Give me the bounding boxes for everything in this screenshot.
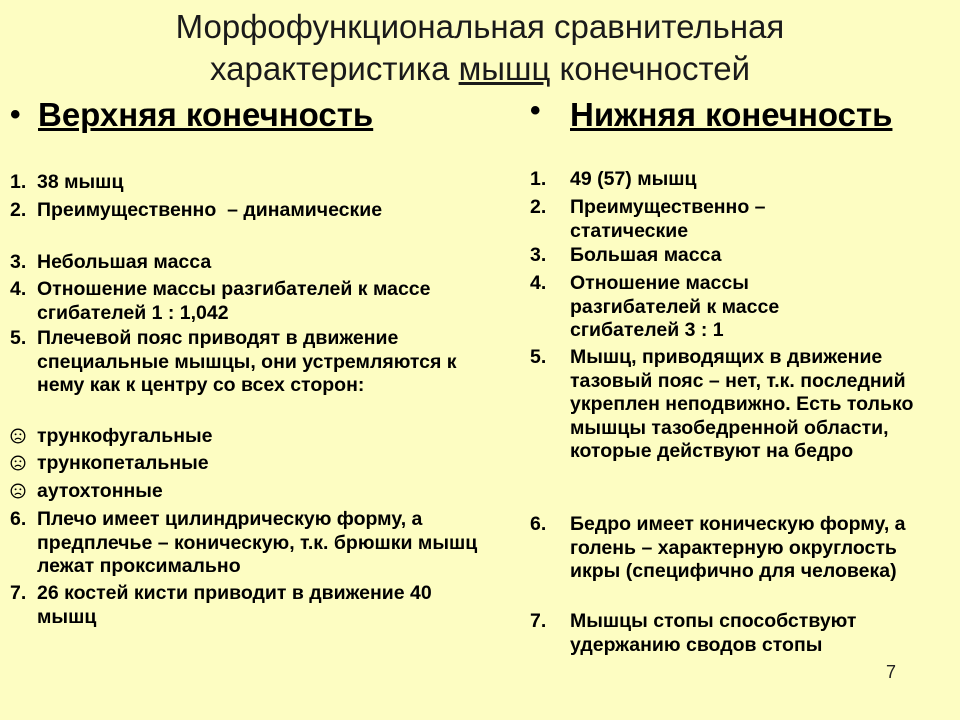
page-number: 7: [886, 662, 897, 682]
item-text: Бедро имеет коническую форму, а голень – характерную округлость икры (специфично для человека): [570, 513, 906, 582]
list-item: [530, 610, 954, 657]
item-text: 26 костей кисти приводит в движение 40 мышц: [37, 582, 432, 628]
title-line-1: Морфофункциональная сравнительная: [175, 8, 785, 45]
item-text: Плечо имеет цилиндрическую форму, а предплечье – коническую, т.к. брюшки мышц лежат проксимально: [37, 508, 478, 577]
item-text: 49 (57) мышц: [570, 168, 697, 190]
item-number: 6.: [530, 513, 547, 535]
item-number: 4.: [10, 278, 27, 300]
list-item: [10, 425, 490, 449]
list-item: [530, 272, 830, 343]
item-text: Мышцы стопы способствуют удержанию сводов стопы: [570, 610, 857, 656]
title-underlined-word: мышц: [458, 50, 551, 87]
bullet-icon: •: [530, 94, 541, 127]
sad-face-icon: [10, 455, 26, 471]
item-text: трункофугальные: [37, 425, 213, 447]
list-item: [530, 513, 950, 584]
item-text: Преимущественно – статические: [570, 196, 766, 242]
list-item: [10, 452, 490, 476]
item-number: 2.: [530, 196, 547, 218]
sad-face-icon: [10, 428, 26, 444]
item-number: 2.: [10, 199, 27, 221]
list-item: [10, 508, 492, 579]
item-text: Большая масса: [570, 244, 722, 266]
item-text: трункопетальные: [37, 452, 209, 474]
title-line-2-end: конечностей: [550, 50, 751, 87]
item-text: Небольшая масса: [37, 251, 212, 273]
list-item: [10, 199, 490, 223]
title-line-2: [0, 48, 960, 90]
item-number: 7.: [10, 582, 27, 604]
item-number: 5.: [10, 327, 27, 349]
item-number: 6.: [10, 508, 27, 530]
sad-face-icon: [10, 483, 26, 499]
list-item: [10, 582, 492, 629]
list-item: [530, 196, 820, 243]
slide-title: [0, 6, 960, 90]
item-text: Отношение массы разгибателей к массе сгибателей 3 : 1: [570, 272, 780, 341]
lower-limb-heading: Нижняя конечность: [570, 96, 893, 133]
item-number: 4.: [530, 272, 547, 294]
item-number: 1.: [530, 168, 547, 190]
item-text: Мышц, приводящих в движение тазовый пояс – нет, т.к. последний укреплен неподвижно. Есть только мышцы тазобедренной области, которые действуют на бедро: [570, 346, 914, 462]
item-text: Плечевой пояс приводят в движение специальные мышцы, они устремляются к нему как к центру со всех сторон:: [37, 327, 457, 396]
item-number: 3.: [530, 244, 547, 266]
list-item: [10, 171, 490, 195]
item-number: 1.: [10, 171, 27, 193]
item-text: Отношение массы разгибателей к массе сгибателей 1 : 1,042: [37, 278, 431, 324]
item-number: 5.: [530, 346, 547, 368]
list-item: [530, 346, 952, 464]
item-number: 3.: [10, 251, 27, 273]
list-item: [10, 327, 490, 398]
item-text: 38 мышц: [37, 171, 124, 193]
item-text: аутохтонные: [37, 480, 163, 502]
upper-limb-heading: Верхняя конечность: [38, 96, 374, 133]
title-line-2-start: характеристика: [209, 50, 459, 87]
bullet-icon: •: [10, 98, 21, 131]
list-item: [530, 168, 950, 192]
list-item: [10, 251, 490, 275]
list-item: [530, 244, 950, 268]
list-item: [10, 278, 480, 325]
item-number: 7.: [530, 610, 547, 632]
item-text: Преимущественно – динамические: [37, 199, 383, 221]
list-item: [10, 480, 490, 504]
